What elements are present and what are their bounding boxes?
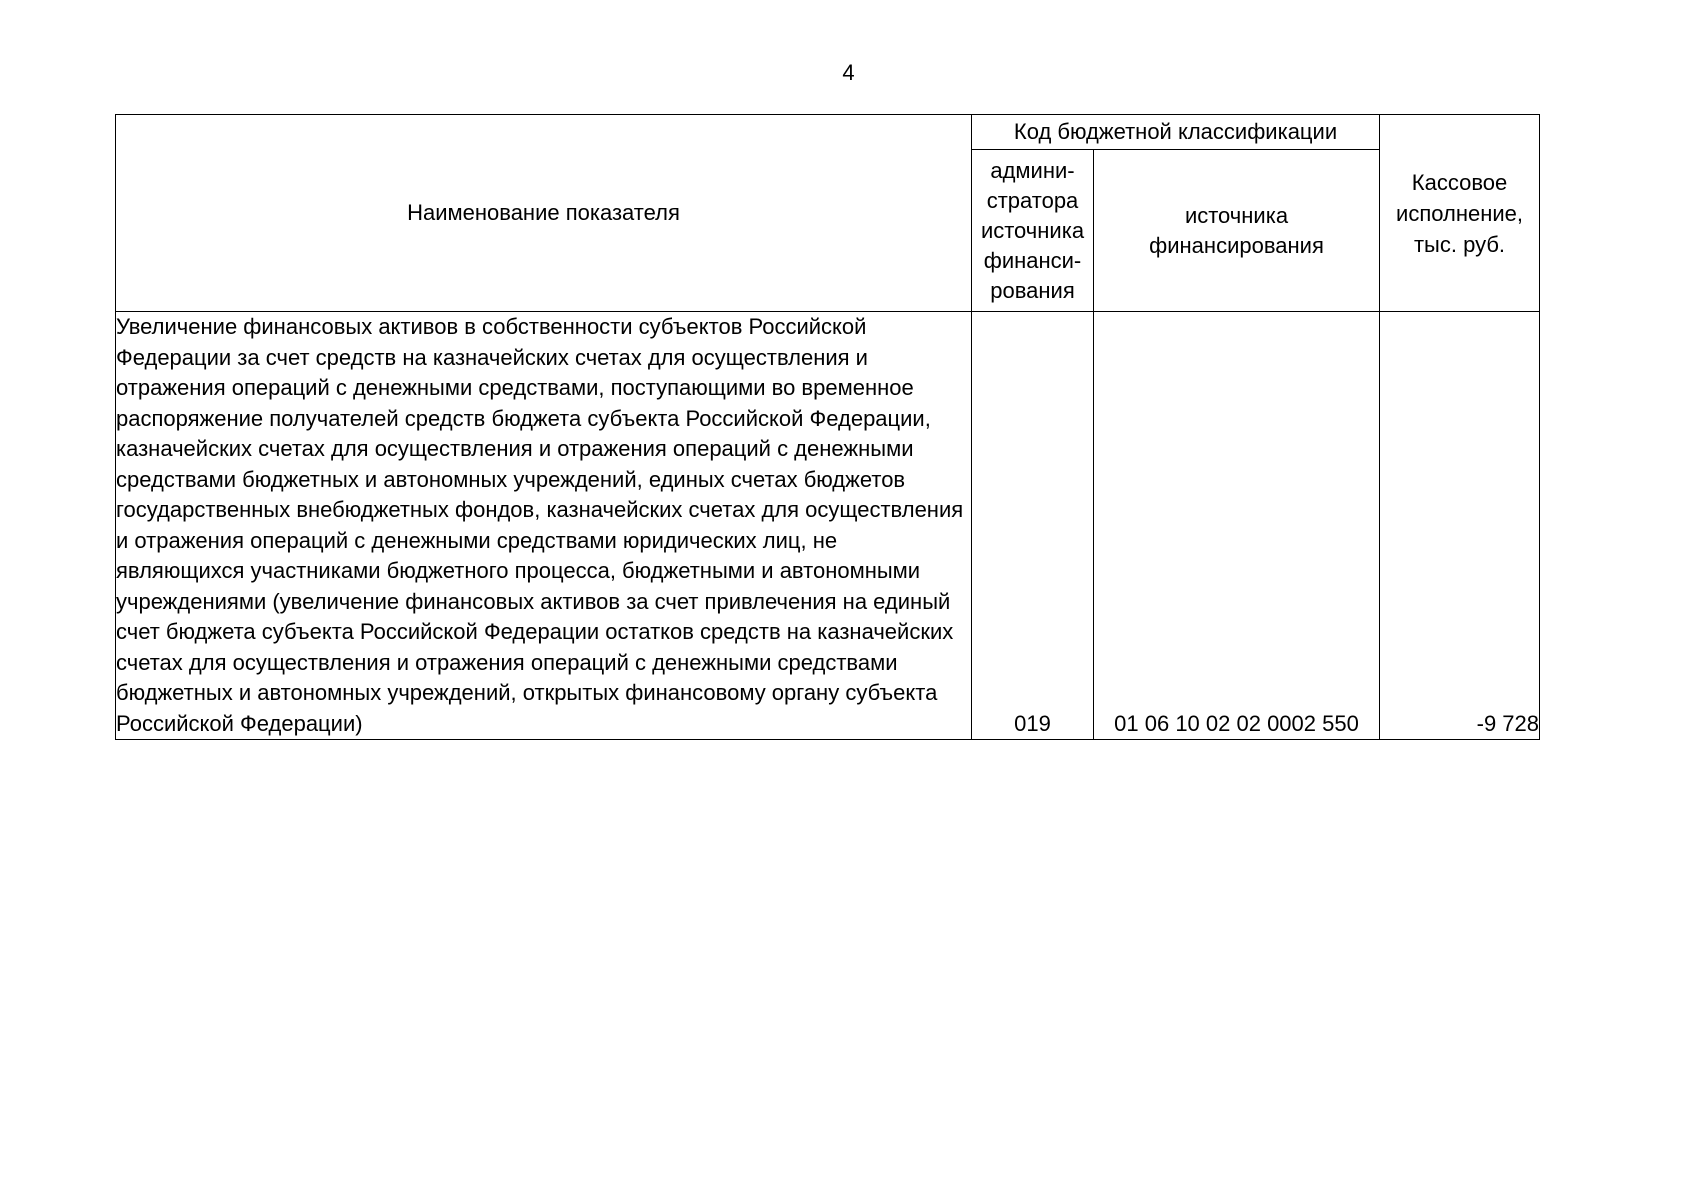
header-indicator-name: Наименование показателя	[116, 115, 972, 312]
table-row	[116, 312, 1540, 740]
budget-sources-table	[115, 114, 1540, 740]
administrator-code-cell: 019	[972, 312, 1094, 740]
page-number: 4	[842, 60, 855, 85]
indicator-name-cell: Увеличение финансовых активов в собственности субъектов Российской Федерации за счет средств на казначейских счетах для осуществления и отражения операций с денежными средствами, поступающими во временное распоряжение получателей средств бюджета субъекта Российской Федерации, казначейских счетах для осуществления и отражения операций с денежными средствами бюджетных и автономных учреждений, единых счетах бюджетов государственных внебюджетных фондов, казначейских счетах для осуществления и отражения операций с денежными средствами юридических лиц, не являющихся участниками бюджетного процесса, бюджетными и автономными учреждениями (увеличение финансовых активов за счет привлечения на единый счет бюджета субъекта Российской Федерации остатков средств на казначейских счетах для осуществления и отражения операций с денежными средствами бюджетных и автономных учреждений, открытых финансовому органу субъекта Российской Федерации)	[116, 312, 972, 740]
source-code-cell: 01 06 10 02 02 0002 550	[1094, 312, 1380, 740]
cash-execution-cell: -9 728	[1380, 312, 1540, 740]
header-administrator-code: админи- стратора источника финанси- рования	[972, 150, 1094, 312]
header-cash-execution: Кассовое исполнение, тыс. руб.	[1380, 115, 1540, 312]
header-budget-classification-code: Код бюджетной классификации	[972, 115, 1380, 150]
header-source-code: источника финансирования	[1094, 150, 1380, 312]
